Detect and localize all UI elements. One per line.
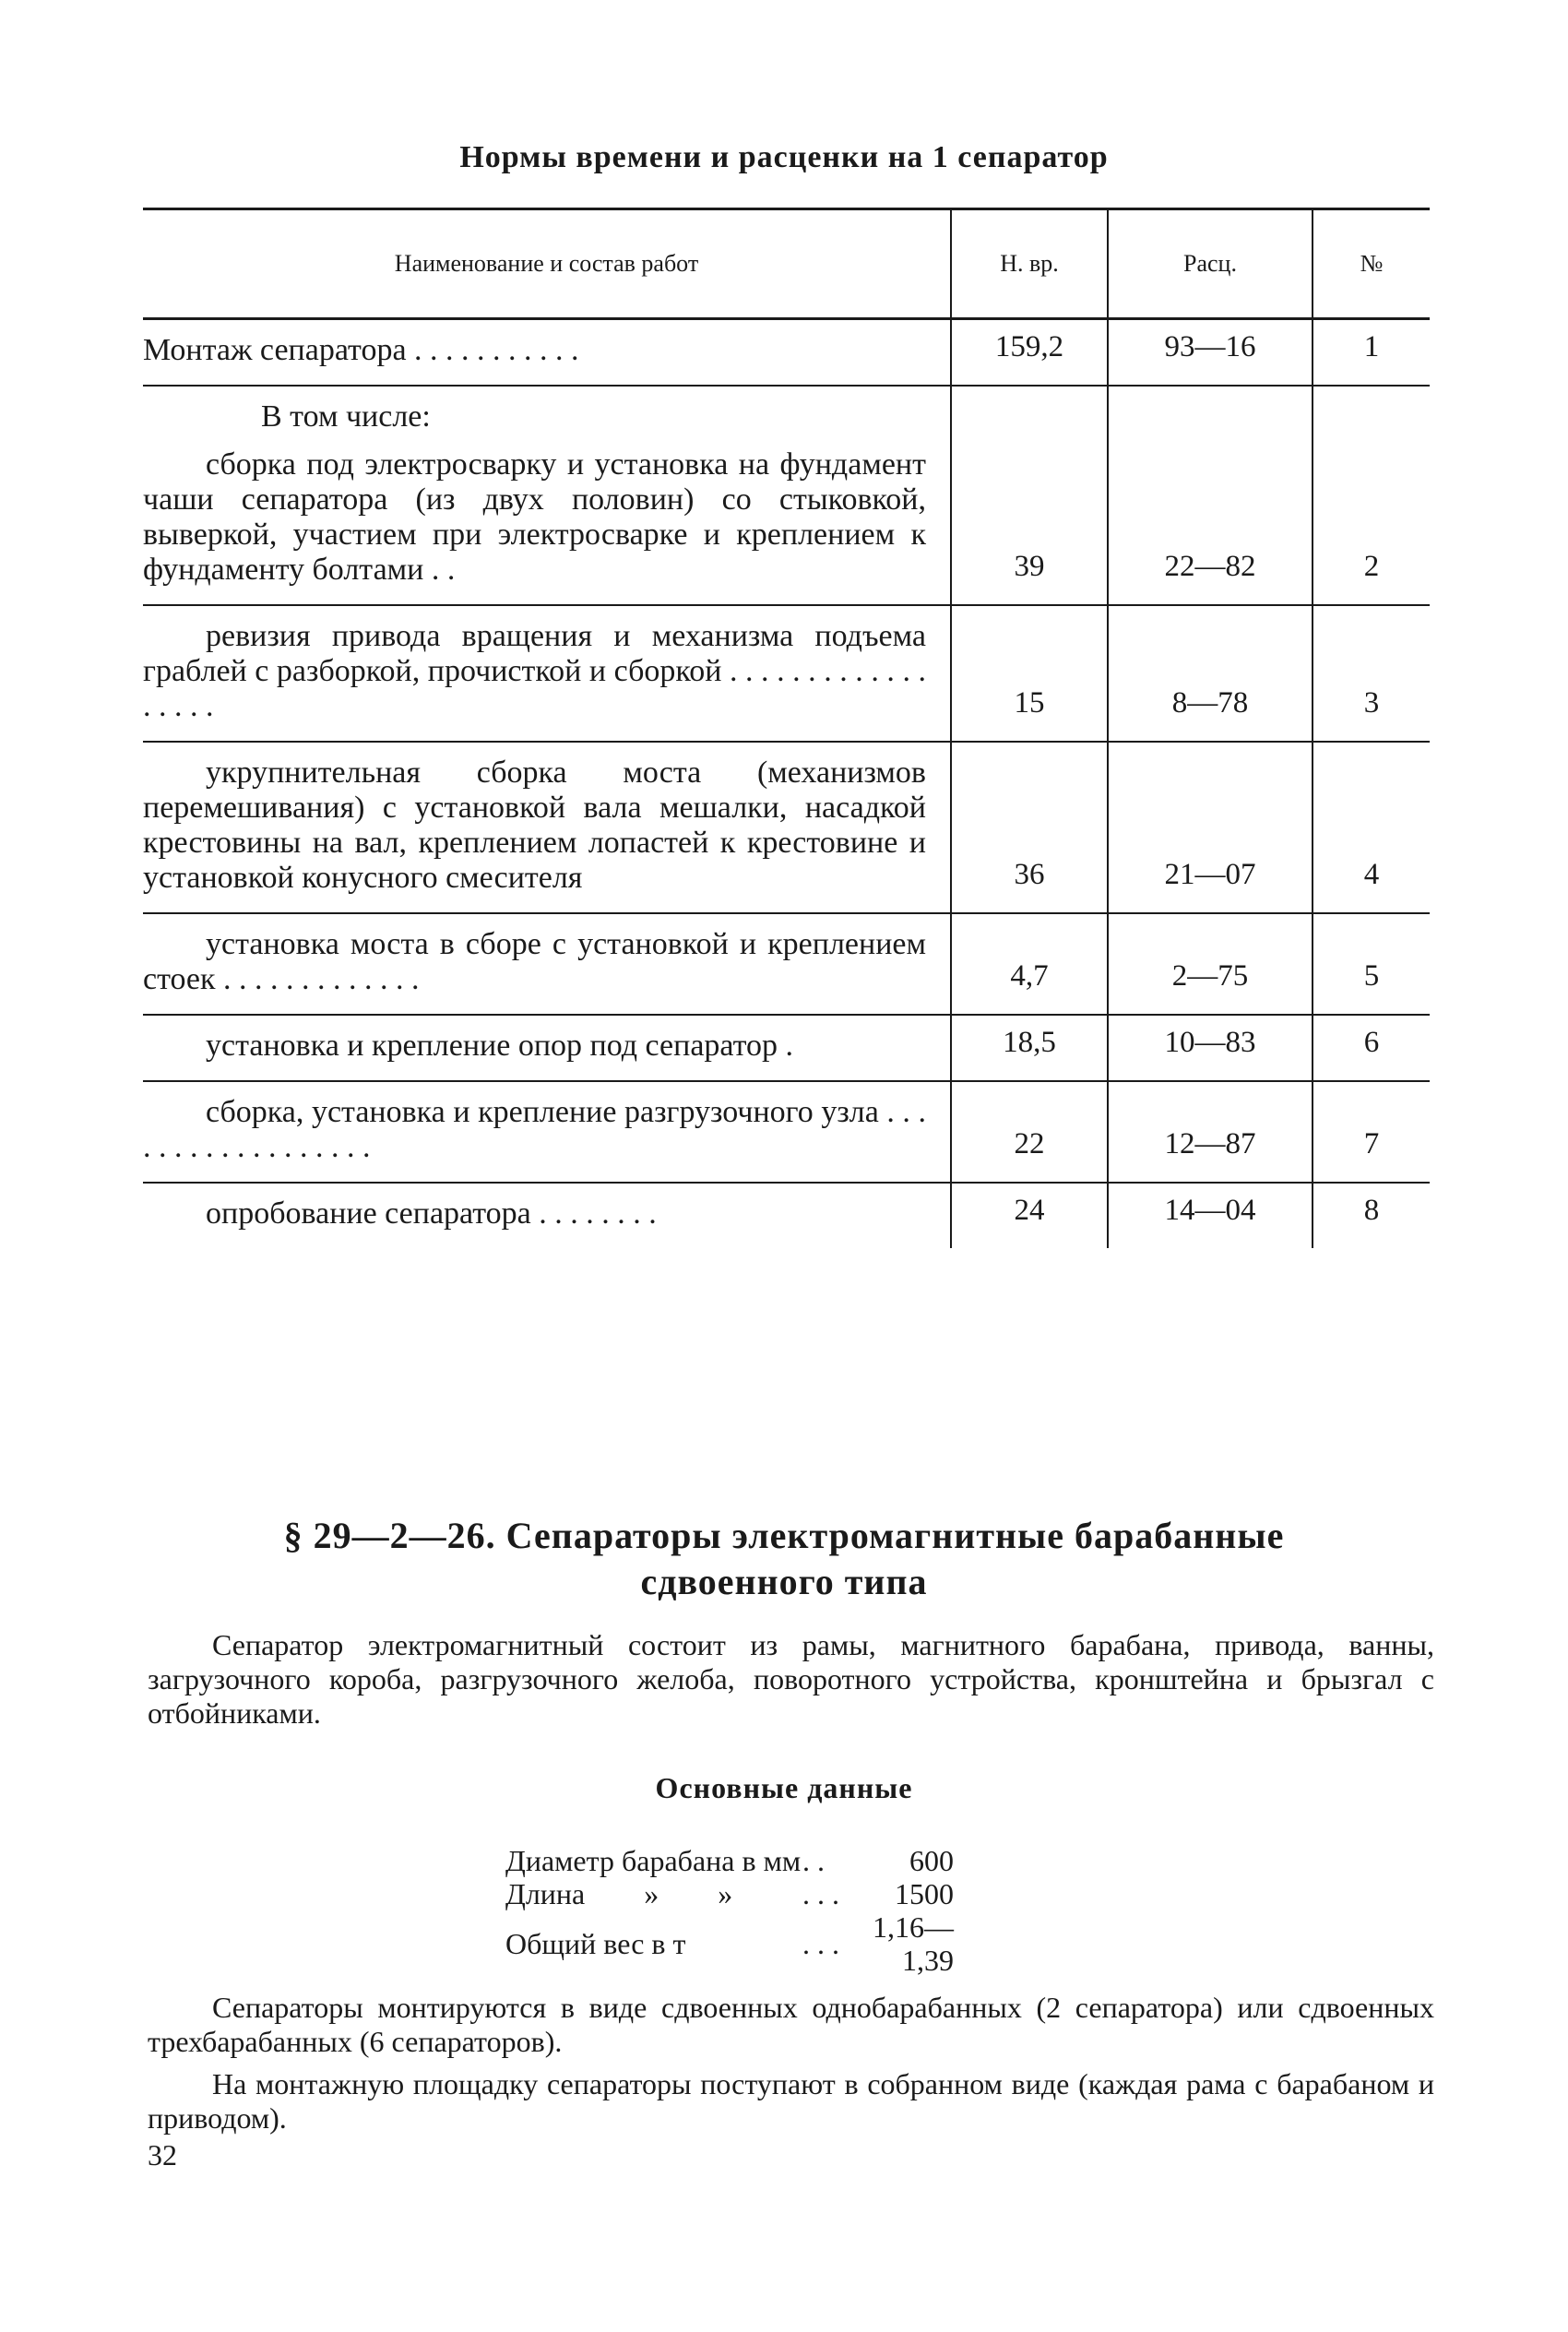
row-num: 5 <box>1313 913 1430 1015</box>
spec-label: Общий вес в т <box>505 1927 686 1960</box>
table-row <box>143 1183 1430 1248</box>
table-row <box>143 386 1430 605</box>
spec-row <box>505 1877 954 1910</box>
specs-table <box>505 1844 954 1977</box>
row-name: ревизия привода вращения и механизма подъема граблей с разборкой, прочисткой и сборкой . . . . . . . . . . . . . . . . . . <box>143 605 951 742</box>
table-title: Нормы времени и расценки на 1 сепаратор <box>459 140 1109 174</box>
paragraph-delivery: На монтажную площадку сепараторы поступают в собранном виде (каждая рама с барабаном и приводом). <box>148 2067 1434 2135</box>
spec-dots: . . <box>802 1844 825 1877</box>
spec-dots: . . . <box>802 1927 839 1960</box>
header-num: № <box>1313 209 1430 319</box>
page-number: 32 <box>148 2138 177 2171</box>
specs-title: Основные данные <box>655 1771 913 1804</box>
row-name: В том числе: сборка под электросварку и установка на фундамент чаши сепаратора (из двух половин) со стыковкой, выверкой, участием при электросварке и креплением к фундаменту болтами . . <box>143 386 951 605</box>
header-rate: Расц. <box>1108 209 1313 319</box>
row-time: 39 <box>951 386 1108 605</box>
paragraph-variants: Сепараторы монтируются в виде сдвоенных однобарабанных (2 сепаратора) или сдвоенных трехбарабанных (6 сепараторов). <box>148 1991 1434 2058</box>
row-time: 36 <box>951 742 1108 913</box>
spec-value: 600 <box>909 1844 954 1877</box>
row-name: опробование сепаратора . . . . . . . . <box>206 1196 657 1231</box>
row-time: 22 <box>951 1081 1108 1183</box>
spec-dots: . . . <box>802 1877 839 1910</box>
row-num: 4 <box>1313 742 1430 913</box>
row-lead: В том числе: <box>261 399 431 434</box>
spec-label: Длина » » <box>505 1877 733 1910</box>
table-row <box>143 913 1430 1015</box>
header-time: Н. вр. <box>951 209 1108 319</box>
section-title: § 29—2—26. Сепараторы электромагнитные барабанные сдвоенного типа <box>283 1515 1285 1602</box>
row-num: 2 <box>1313 386 1430 605</box>
row-name: установка моста в сборе с установкой и креплением стоек . . . . . . . . . . . . . <box>143 913 951 1015</box>
row-num: 7 <box>1313 1081 1430 1183</box>
row-num: 1 <box>1313 319 1430 387</box>
table-row <box>143 605 1430 742</box>
row-rate: 2—75 <box>1108 913 1313 1015</box>
row-name: установка и крепление опор под сепаратор . <box>143 1015 951 1081</box>
row-time: 24 <box>951 1183 1108 1248</box>
row-time: 4,7 <box>951 913 1108 1015</box>
row-time: 15 <box>951 605 1108 742</box>
header-name: Наименование и состав работ <box>143 209 951 319</box>
row-rate: 21—07 <box>1108 742 1313 913</box>
spec-value: 1500 <box>895 1877 954 1910</box>
spec-row <box>505 1844 954 1877</box>
norms-table <box>143 208 1430 1248</box>
spec-row <box>505 1910 954 1977</box>
row-num: 3 <box>1313 605 1430 742</box>
spec-value: 1,16—1,39 <box>873 1910 954 1977</box>
table-row <box>143 742 1430 913</box>
row-time: 18,5 <box>951 1015 1108 1081</box>
row-rate: 10—83 <box>1108 1015 1313 1081</box>
row-rate: 12—87 <box>1108 1081 1313 1183</box>
row-num: 8 <box>1313 1183 1430 1248</box>
row-name: сборка, установка и крепление разгрузочного узла . . . . . . . . . . . . . . . . . . <box>143 1081 951 1183</box>
table-row <box>143 1015 1430 1081</box>
table-row <box>143 1081 1430 1183</box>
row-name: Монтаж сепаратора . . . . . . . . . . . <box>143 319 951 387</box>
row-rate: 93—16 <box>1108 319 1313 387</box>
row-rate: 22—82 <box>1108 386 1313 605</box>
table-row <box>143 319 1430 387</box>
row-rate: 14—04 <box>1108 1183 1313 1248</box>
row-time: 159,2 <box>951 319 1108 387</box>
row-rate: 8—78 <box>1108 605 1313 742</box>
row-num: 6 <box>1313 1015 1430 1081</box>
row-name: укрупнительная сборка моста (механизмов перемешивания) с установкой вала мешалки, насадкой крестовины на вал, креплением лопастей к крестовине и установкой конусного смесителя <box>143 742 951 913</box>
spec-label: Диаметр барабана в мм <box>505 1844 802 1877</box>
table-header-row <box>143 209 1430 319</box>
paragraph-composition: Сепаратор электромагнитный состоит из рамы, магнитного барабана, привода, ванны, загрузочного короба, разгрузочного желоба, поворотного устройства, кронштейна и брызгал с отбойниками. <box>148 1628 1434 1730</box>
